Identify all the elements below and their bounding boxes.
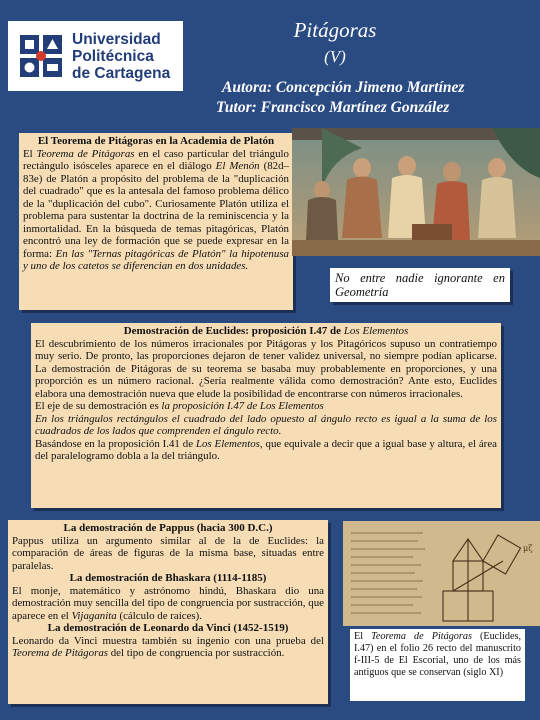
- academy-text: [23, 148, 289, 273]
- bhaskara-p2b: Vijaganita: [71, 609, 117, 622]
- euclid-heading-a: Demostración de Euclides: proposición I.47 de: [123, 325, 344, 337]
- upct-shield-icon: [16, 31, 66, 81]
- euclid-p4a: Basándose en la proposición I.41 de: [35, 437, 196, 450]
- leonardo-heading: La demostración de Leonardo da Vinci (1452-1519): [47, 622, 289, 634]
- pappus-heading: La demostración de Pappus (hacia 300 D.C.): [63, 522, 273, 534]
- euclid-p3: [35, 413, 497, 438]
- caption-c: (Euclides, I.47) en el folio 26 recto del manuscrito f-III-5 de El Escorial, uno de los más antiguos que se conservan (siglo XI): [354, 631, 521, 678]
- logo-line-1: Universidad: [72, 30, 161, 48]
- euclid-p2: [35, 400, 497, 413]
- page-title: Pitágoras: [293, 18, 377, 42]
- academy-t6: En las "Ternas pitagóricas de Platón" la hipotenusa y uno de los catetos se diferencian en dos unidades.: [23, 247, 289, 272]
- academy-t3: en el caso particular del triángulo rectángulo isósceles aparece en el diálogo: [23, 147, 289, 172]
- manuscript-caption: [350, 629, 525, 701]
- plato-quote: No entre nadie ignorante en Geometría: [330, 268, 510, 302]
- academy-heading: El Teorema de Pitágoras en la Academia de Platón: [37, 135, 275, 147]
- logo-line-3: de Cartagena: [72, 64, 171, 82]
- bhaskara-p2a: El monje, matemático y astrónomo hindú, Bhaskara dio una demostración muy sencilla del tipo de congruencia por sustracción, que aparece en el: [12, 584, 324, 622]
- euclid-p1: El descubrimiento de los números irracionales por Pitágoras y los Pitagóricos supuso un contratiempo muy serio. De pronto, las proporciones dejaron de tener validez universal, no siempre podían aplicarse. La demostración de Pitágoras de su teorema se basaba muy probablemente en proporciones, y una proporción es un número racional. ¿Sería realmente válida como demostración? Ante esto, Euclides elabora una demostración nueva que elude la posibilidad de encontrarse con números irracionales.: [35, 337, 497, 400]
- other-proofs-section: [8, 520, 328, 704]
- bhaskara-text: [12, 585, 324, 623]
- logo-wordmark: [72, 31, 170, 82]
- manuscript-image: [343, 521, 540, 626]
- academy-t2: Teorema de Pitágoras: [36, 147, 135, 160]
- tutor-line: Tutor: Francisco Martínez González: [216, 99, 450, 116]
- academy-t1: El: [23, 147, 37, 160]
- university-logo: [8, 21, 183, 91]
- euclid-heading-b: Los Elementos: [343, 325, 409, 337]
- academy-section: [19, 133, 293, 310]
- euclid-p2a: El eje de su demostración es: [35, 400, 162, 412]
- euclid-heading: [35, 325, 497, 338]
- academy-t4: El Menón: [215, 160, 260, 172]
- euclid-p2b: la proposición I.47 de Los Elementos: [161, 400, 324, 412]
- author-line: Autora: Concepción Jimeno Martínez: [222, 79, 465, 96]
- pappus-text: Pappus utiliza un argumento similar al de la de Euclides: la comparación de áreas de figuras de la misma base, situadas entre paralelas.: [12, 534, 324, 572]
- euclid-p3-text: En los triángulos rectángulos el cuadrado del lado opuesto al ángulo recto es igual a la suma de los cuadrados de los lados que comprenden el ángulo recto.: [35, 412, 497, 437]
- logo-line-2: Politécnica: [72, 47, 154, 65]
- page-subtitle: (V): [324, 47, 346, 66]
- caption-b: Teorema de Pitágoras: [371, 631, 472, 642]
- leonardo-p3c: del tipo de congruencia por sustracción.: [108, 647, 285, 659]
- caption-a: El: [354, 631, 372, 642]
- euclid-p4b: Los Elementos: [195, 437, 260, 450]
- bhaskara-heading: La demostración de Bhaskara (1114-1185): [69, 572, 267, 584]
- academy-t5: (82d–83e) de Platón a propósito del problema de la "duplicación del cuadrado" que es la antesala del famoso problema délico de la "duplicación del cubo". Curiosamente Platón utiliza el problema para sustentar la doctrina de la reminiscencia y la inmortalidad. En la búsqueda de temas pitagóricas, Platón encontró una ley de formación que se puede expresar en la forma:: [23, 160, 289, 260]
- svg-text:μζ: μζ: [523, 544, 533, 553]
- mosaic-illustration: [292, 128, 540, 256]
- euclid-section: [31, 323, 501, 508]
- leonardo-p3a: Leonardo da Vinci muestra también su ingenio con una prueba del: [12, 634, 324, 647]
- leonardo-text: [12, 635, 324, 660]
- academy-mosaic-image: [292, 128, 540, 256]
- euclid-p4c: , que equivale a decir que a igual base y altura, el área del paralelogramo dobla a la del triángulo.: [35, 437, 497, 462]
- manuscript-illustration: [343, 521, 540, 626]
- leonardo-p3b: Teorema de Pitágoras: [12, 647, 108, 659]
- bhaskara-p2c: (cálculo de raíces).: [116, 609, 203, 622]
- euclid-p4: [35, 438, 497, 463]
